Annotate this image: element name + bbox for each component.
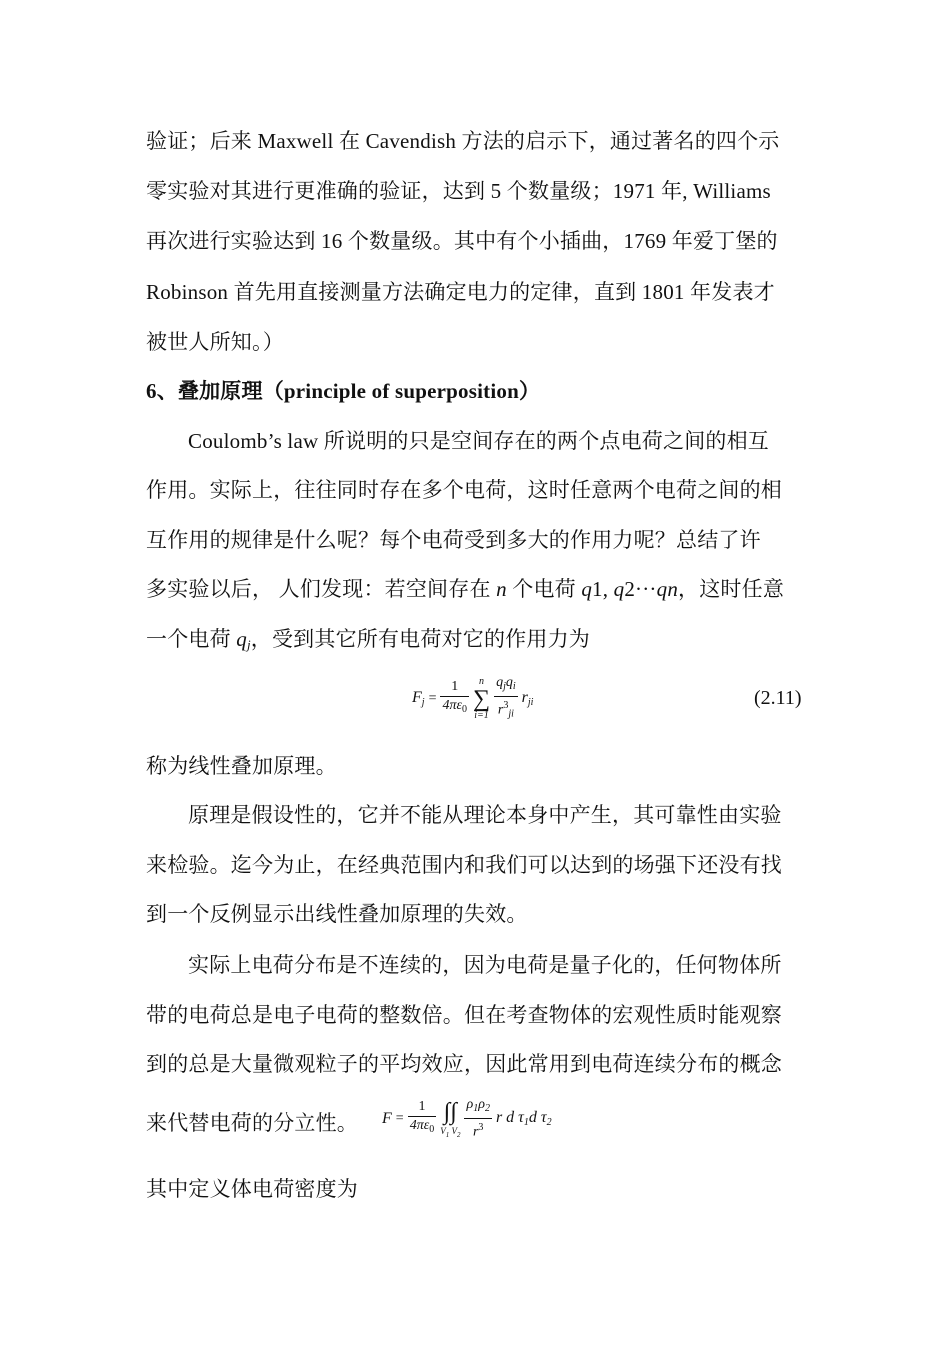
text-line: 验证；后来 Maxwell 在 Cavendish 方法的启示下，通过著名的四个示: [146, 129, 780, 153]
math-symbol: q: [236, 627, 247, 651]
math-qn: [657, 577, 678, 601]
eq-symbol: V: [440, 1125, 446, 1136]
text-line: 互作用的规律是什么呢？每个电荷受到多大的作用力呢？总结了许: [146, 528, 761, 552]
eq-subscript: 1: [473, 1103, 479, 1114]
eq-lhs: F: [382, 1109, 392, 1127]
sum-upper: n: [479, 675, 485, 687]
frac-denominator: [494, 697, 518, 724]
math-subscript: j: [246, 637, 251, 652]
section-heading: 6、叠加原理（principle of superposition）: [146, 379, 541, 403]
eq-vector: [521, 689, 534, 709]
math-q1: [581, 577, 602, 601]
integral-symbol: ∫∫: [443, 1098, 457, 1125]
frac-denominator: [408, 1117, 437, 1139]
text-line: Coulomb’s law 所说明的只是空间存在的两个点电荷之间的相互: [188, 429, 770, 453]
text-line: 来代替电荷的分立性。: [146, 1111, 358, 1135]
math-symbol: q: [581, 577, 593, 601]
eq-equals: =: [428, 690, 437, 706]
eq-symbol: d τ: [528, 1109, 547, 1127]
text-line: 被世人所知。）: [146, 330, 284, 354]
eq-subscript: 1: [445, 1130, 450, 1139]
eq-symbol: q: [505, 675, 513, 690]
eq-subscript: j: [503, 681, 506, 692]
math-subscript: 1: [592, 577, 603, 601]
eq-symbol: r: [497, 702, 504, 718]
eq-fraction: [494, 674, 518, 724]
eq-subscript: 2: [456, 1130, 461, 1139]
eq-sum: [473, 677, 490, 721]
text-line: 带的电荷总是电子电荷的整数倍。但在考查物体的宏观性质时能观察: [146, 1003, 782, 1027]
eq-subscript: ji: [527, 697, 534, 709]
text-run: 多实验以后， 人们发现：若空间存在: [146, 577, 497, 601]
text-line: 实际上电荷分布是不连续的，因为电荷是量子化的，任何物体所: [188, 953, 782, 977]
eq-symbol: 4πε: [409, 1118, 430, 1134]
text-line: 来检验。迄今为止，在经典范围内和我们可以达到的场强下还没有找: [146, 853, 782, 877]
text-line: 原理是假设性的，它并不能从理论本身中产生，其可靠性由实验: [188, 803, 782, 827]
sum-symbol: ∑: [473, 685, 491, 712]
eq-symbol: ρ: [478, 1097, 485, 1112]
eq-subscript: 1: [523, 1117, 529, 1129]
text-line: 称为线性叠加原理。: [146, 754, 337, 778]
integral-limits: [440, 1126, 460, 1140]
math-symbol: q: [613, 577, 625, 601]
eq-subscript: 2: [546, 1117, 552, 1129]
eq-superscript: 3: [478, 1122, 484, 1133]
eq-lhs: [412, 689, 425, 709]
text-line-with-math: [146, 626, 590, 658]
eq-fraction: [464, 1096, 491, 1142]
text-line: 到一个反例显示出线性叠加原理的失效。: [146, 902, 528, 926]
eq-subscript: 0: [462, 704, 467, 716]
text-run: ，这时任意: [678, 577, 785, 601]
text-run: 个电荷: [506, 577, 582, 601]
text-run: ，受到其它所有电荷对它的作用力为: [250, 627, 590, 651]
eq-symbol: q: [496, 675, 504, 690]
eq-symbol: r: [521, 689, 528, 707]
equation-number: (2.11): [754, 687, 802, 709]
math-symbol: q: [656, 577, 668, 601]
math-n: n: [496, 577, 507, 601]
eq-subscript: 0: [429, 1124, 435, 1136]
frac-numerator: [464, 1096, 491, 1118]
text-line: 其中定义体电荷密度为: [146, 1177, 358, 1201]
equation-continuous: [382, 1096, 552, 1142]
text-line: 零实验对其进行更准确的验证，达到 5 个数量级；1971 年, Williams: [146, 179, 771, 203]
frac-denominator: [464, 1119, 491, 1142]
frac-numerator: 1: [418, 1099, 426, 1115]
math-q2: [614, 577, 635, 601]
text-line: 作用。实际上，往往同时存在多个电荷，这时任意两个电荷之间的相: [146, 478, 782, 502]
eq-symbol: ρ: [466, 1097, 474, 1112]
eq-subscript: i: [512, 681, 516, 692]
frac-numerator: 1: [451, 679, 459, 695]
text-run: ,: [602, 577, 614, 601]
text-line-with-math: [146, 576, 784, 602]
eq-subscript: 2: [484, 1103, 490, 1114]
frac-denominator: [440, 697, 469, 719]
text-line: Robinson 首先用直接测量方法确定电力的定律，直到 1801 年发表才: [146, 280, 775, 304]
eq-symbol: r: [472, 1124, 479, 1140]
frac-numerator: [494, 674, 518, 696]
eq-subscript: j: [421, 697, 425, 709]
eq-superscript: 3: [503, 700, 509, 711]
math-subscript: 2: [624, 577, 636, 601]
eq-subscript: ji: [508, 708, 514, 720]
equation-2-11: [412, 674, 533, 724]
math-dots: ···: [635, 577, 657, 601]
eq-symbol: F: [412, 689, 422, 707]
eq-equals: =: [395, 1110, 404, 1126]
eq-coefficient: [440, 678, 469, 719]
eq-coefficient: [408, 1098, 437, 1139]
sum-lower: i=1: [474, 709, 489, 721]
text-line: 再次进行实验达到 16 个数量级。其中有个小插曲，1769 年爱丁堡的: [146, 229, 778, 253]
eq-symbol: V: [451, 1125, 457, 1136]
math-qj: [236, 627, 251, 651]
eq-symbol: r d τ: [495, 1109, 524, 1127]
math-subscript: n: [667, 577, 679, 601]
text-line: 到的总是大量微观粒子的平均效应，因此常用到电荷连续分布的概念: [146, 1052, 782, 1076]
text-run: 一个电荷: [146, 627, 237, 651]
eq-integral: [440, 1098, 460, 1140]
eq-tail: [495, 1109, 552, 1129]
eq-symbol: 4πε: [442, 698, 462, 714]
